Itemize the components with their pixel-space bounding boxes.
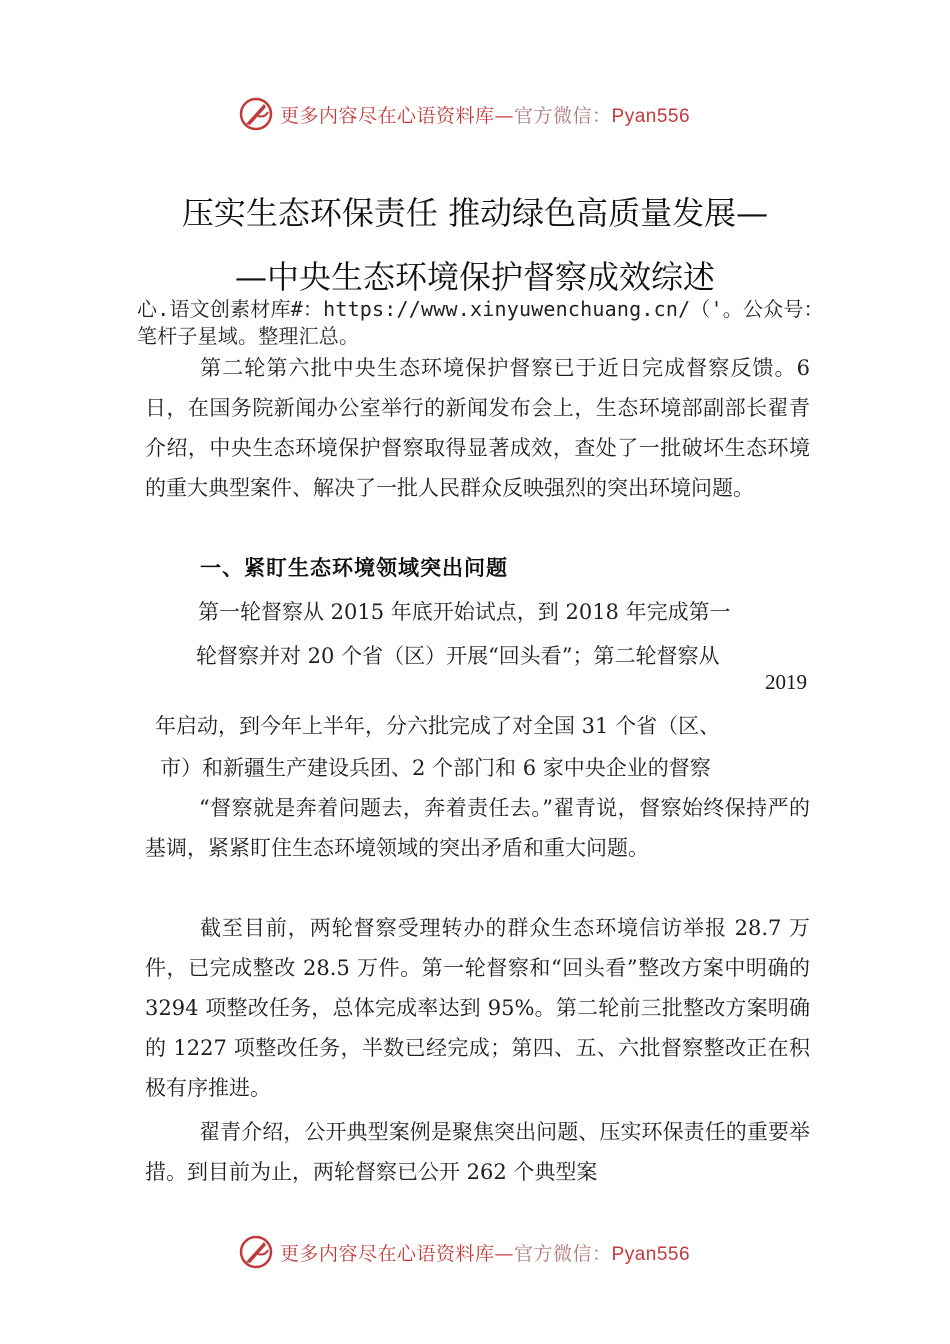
section-heading: 一、紧盯生态环境领域突出问题 [200,556,508,580]
paragraph-2-line-1: 第一轮督察从 2015 年底开始试点，到 2018 年完成第一 [198,600,731,624]
paragraph-3: “督察就是奔着问题去，奔着责任去。”翟青说，督察始终保持严的基调，紧紧盯住生态环境领域的突出矛盾和重大问题。 [145,796,810,860]
paragraph-2-year: 2019 [765,670,807,694]
paragraph-4: 截至目前，两轮督察受理转办的群众生态环境信访举报 28.7 万件，已完成整改 28.5 万件。第一轮督察和“回头看”整改方案中明确的 3294 项整改任务，总体完成率达到 95%。第二轮前三批整改方案明确的 1227 项整改任务，半数已经完成；第四、五、六批督察整改正在积极有序推进。 [145,916,810,1100]
article-title-line-1: 压实生态环保责任 推动绿色高质量发展— [181,194,769,232]
source-note: 心.语文创素材库#：https://www.xinyuwenchuang.cn/（'。公众号：笔杆子星域。整理汇总。 [137,297,824,348]
banner-text: 更多内容尽在心语资料库—官方微信：Pyan556 [280,105,691,127]
header-banner [0,94,950,134]
paragraph-2-line-4: 市）和新疆生产建设兵团、2 个部门和 6 家中央企业的督察 [160,756,711,780]
paragraph-2-line-3: 年启动，到今年上半年，分六批完成了对全国 31 个省（区、 [155,714,721,738]
footer-banner [0,1232,950,1272]
quill-seal-icon [238,96,274,132]
quill-seal-icon [238,1234,274,1270]
intro-paragraph: 第二轮第六批中央生态环境保护督察已于近日完成督察反馈。6 日，在国务院新闻办公室举行的新闻发布会上，生态环境部副部长翟青介绍，中央生态环境保护督察取得显著成效，查处了一批破坏生态环境的重大典型案件、解决了一批人民群众反映强烈的突出环境问题。 [145,356,810,500]
paragraph-5: 翟青介绍，公开典型案例是聚焦突出问题、压实环保责任的重要举措。到目前为止，两轮督察已公开 262 个典型案 [145,1120,810,1184]
paragraph-2-line-2: 轮督察并对 20 个省（区）开展“回头看”；第二轮督察从 [196,644,720,668]
article-title-line-2: —中央生态环境保护督察成效综述 [234,258,715,296]
banner-text: 更多内容尽在心语资料库—官方微信：Pyan556 [280,1243,691,1265]
